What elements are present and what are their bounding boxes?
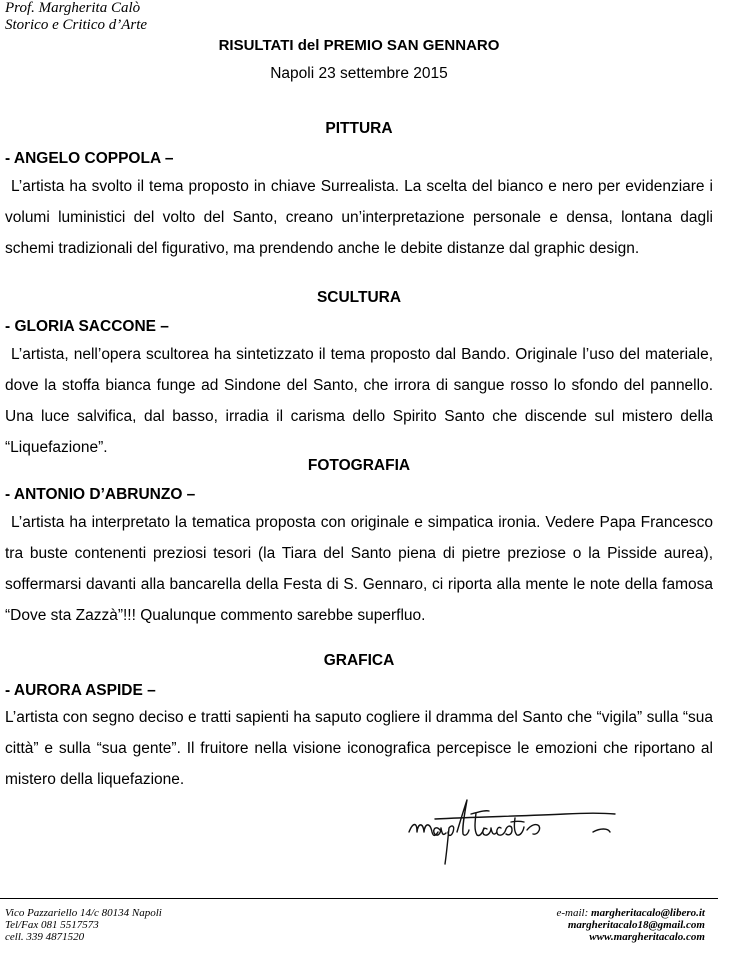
footer-cell: cell. 339 4871520: [5, 931, 85, 943]
critique-paragraph-pittura: L’artista ha svolto il tema proposto in chiave Surrealista. La scelta del bianco e nero per evidenziare i volumi luministici del volto del Santo, creano un’interpretazione personale e densa, lontana dagli schemi tradizionali del figurativo, ma prendendo anche le debite distanze dal graphic design.: [5, 178, 713, 257]
artist-name-pittura: - ANGELO COPPOLA –: [5, 150, 174, 167]
artist-name-scultura: - GLORIA SACCONE –: [5, 318, 169, 335]
footer-contact-left: [5, 907, 162, 943]
category-heading-grafica: GRAFICA: [323, 652, 395, 669]
critique-paragraph-grafica: L’artista con segno deciso e tratti sapienti ha saputo cogliere il dramma del Santo che “vigila” sulla “sua città” e sulla “sua gente”. Il fruitore nella visione iconografica percepisce le emozioni che riportano al mistero della liquefazione.: [5, 709, 713, 788]
critique-paragraph-scultura: L’artista, nell’opera scultorea ha sintetizzato il tema proposto dal Bando. Originale l’uso del materiale, dove la stoffa bianca funge ad Sindone del Santo, che irrora di sangue rosso lo sfondo del pannello. Una luce salvifica, dal basso, irradia il carisma dello Spirito Santo che discende sul mistero della “Liquefazione”.: [5, 346, 713, 456]
author-name: Prof. Margherita Calò: [5, 0, 141, 16]
footer-website[interactable]: www.margheritacalo.com: [589, 931, 705, 943]
category-heading-fotografia: FOTOGRAFIA: [307, 457, 411, 474]
author-role: Storico e Critico d’Arte: [5, 17, 148, 33]
footer-email-label: e-mail:: [556, 907, 589, 919]
artist-name-grafica: - AURORA ASPIDE –: [5, 682, 156, 699]
footer-address: Vico Pazzariello 14/c 80134 Napoli: [5, 907, 162, 919]
footer-email-2[interactable]: margheritacalo18@gmail.com: [567, 919, 705, 931]
letterhead: [5, 0, 147, 34]
footer-divider: [0, 898, 718, 899]
footer-email-1[interactable]: margheritacalo@libero.it: [591, 907, 705, 919]
critique-paragraph-fotografia: L’artista ha interpretato la tematica proposta con originale e simpatica ironia. Vedere Papa Francesco tra buste contenenti preziosi tesori (la Tiara del Santo piena di pietre preziose o la Pisside aurea), soffermarsi davanti alla bancarella della Festa di S. Gennaro, ci riporta alla mente le note della famosa “Dove sta Zazzà”!!! Qualunque commento sarebbe superfluo.: [5, 514, 713, 624]
artist-name-fotografia: - ANTONIO D’ABRUNZO –: [5, 486, 196, 503]
footer-contact-right: [490, 907, 705, 943]
category-heading-pittura: PITTURA: [325, 120, 393, 137]
document-title: RISULTATI del PREMIO SAN GENNARO: [218, 37, 500, 54]
category-heading-scultura: SCULTURA: [316, 289, 402, 306]
document-date: Napoli 23 settembre 2015: [270, 65, 448, 82]
handwritten-signature: [405, 792, 620, 872]
footer-telfax: Tel/Fax 081 5517573: [5, 919, 99, 931]
